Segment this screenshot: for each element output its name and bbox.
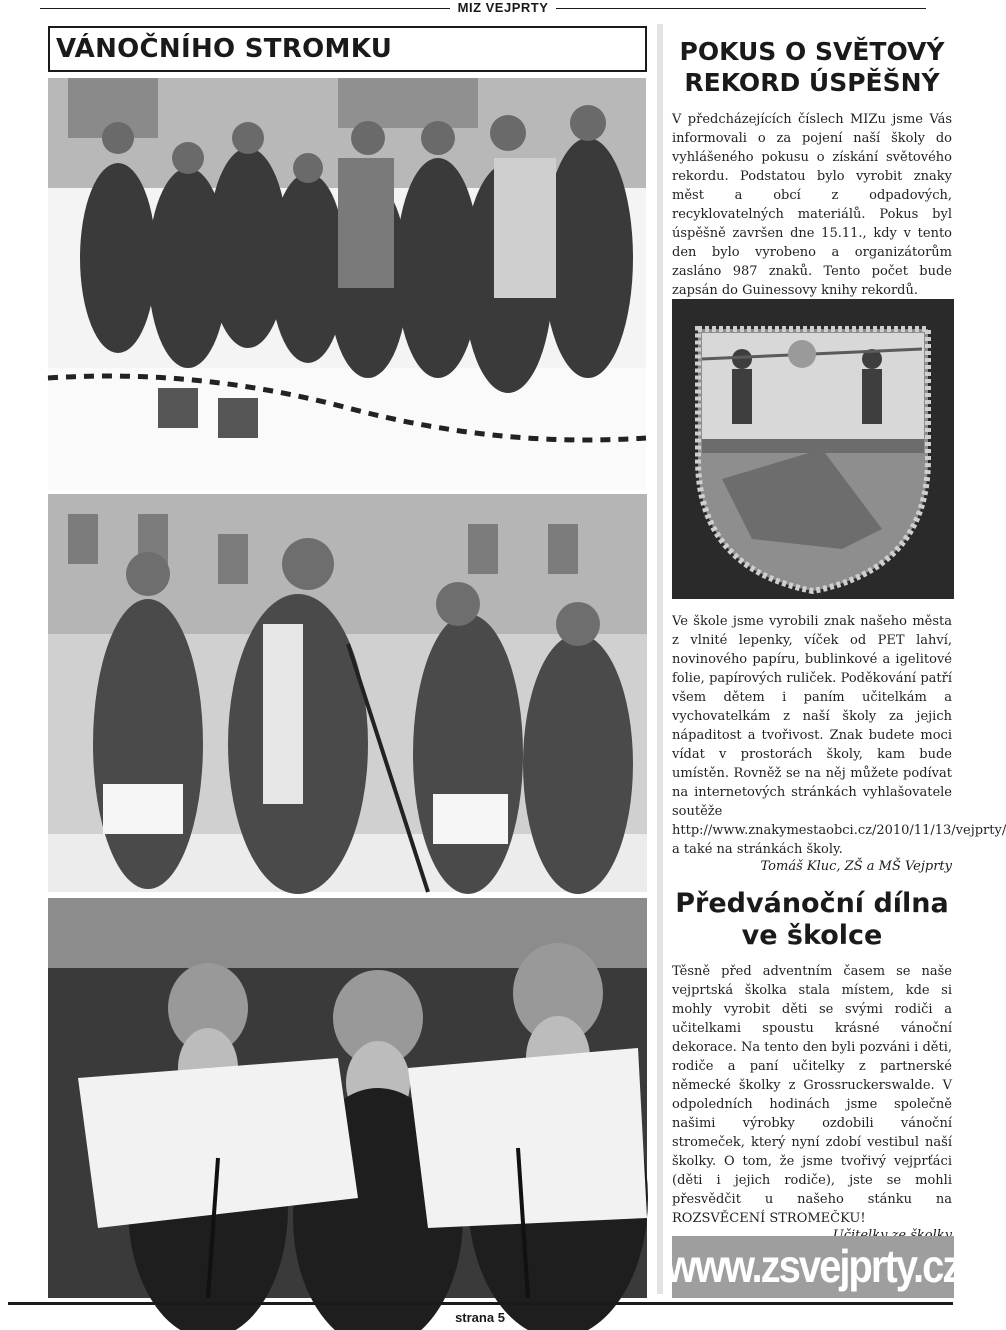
header-rule-left: [40, 8, 450, 9]
left-article-title: VÁNOČNÍHO STROMKU: [48, 26, 647, 72]
article-record-author: Tomáš Kluc, ZŠ a MŠ Vejprty: [760, 859, 952, 874]
photo-flutists: [48, 898, 647, 1298]
photo-coat-of-arms: [672, 299, 954, 599]
website-banner[interactable]: [665, 1236, 961, 1298]
footer-rule: [8, 1302, 953, 1305]
photo-speakers: [48, 494, 647, 892]
publication-name: MIZ VEJPRTY: [457, 0, 549, 15]
coat-of-arms-caption: Ve škole jsme vyrobili znak našeho města z vlnité lepenky, víček od PET lahví, novinového papíru, bublinkové a igelitové folie, papírových ruliček. Poděkování patří všem dětem i paním učitelkám a vychovatelkám z naší školy za jejich nápaditost a tvořivost. Znak budete moci vídat v prostorách školy, kam bude umístěn. Rovněž se na něj můžete podívat na internetových stránkách vyhlašovatele soutěže http://www.znakymestaobci.cz/2010/11/13/vejprty/ a také na stránkách školy.: [672, 614, 1006, 857]
article-workshop: [672, 888, 952, 1243]
article-record: [672, 36, 952, 300]
article-workshop-headline: Předvánoční dílna ve školce: [675, 888, 949, 951]
photo-crowd: [48, 78, 646, 490]
article-workshop-body: Těsně před adventním časem se naše vejprtská školka stala místem, kde si mohly vyrobit děti se svými rodiči a učitelkami spoustu krásné vánoční dekorace. Na tento den byli pozváni i děti, rodiče a paní učitelky z partnerské německé školky z Grossruckerswalde. V odpoledních hodinách jsme společně našimi výrobky ozdobili vánoční stromeček, který nyní zdobí vestibul naší školky. O tom, že jsme tvořivý vejprťáci (děti i jejich rodiče), jste se mohli přesvědčit u našeho stánku na ROZSVĚCENÍ STROMEČKU!: [672, 964, 952, 1226]
page-number: strana 5: [455, 1310, 505, 1325]
page-header: [0, 0, 960, 18]
header-rule-right: [556, 8, 926, 9]
caption-block: [672, 612, 1006, 874]
website-url: www.zsvejprty.cz: [665, 1241, 961, 1292]
column-divider: [657, 24, 663, 1294]
article-record-headline: POKUS O SVĚTOVÝ REKORD ÚSPĚŠNÝ: [679, 37, 945, 97]
article-record-body: V předcházejících číslech MIZu jsme Vás informovali o za pojení naší školy do vyhlášeného pokusu o získání světového rekordu. Podstatou bylo vyrobit znaky měst a obcí z odpadových, recyklovatelných materiálů. Pokus byl úspěšně završen dne 15.11., kdy v tento den bylo vyrobeno a organizátorům zasláno 987 znaků. Tento počet bude zapsán do Guinessovy knihy rekordů.: [672, 112, 952, 298]
